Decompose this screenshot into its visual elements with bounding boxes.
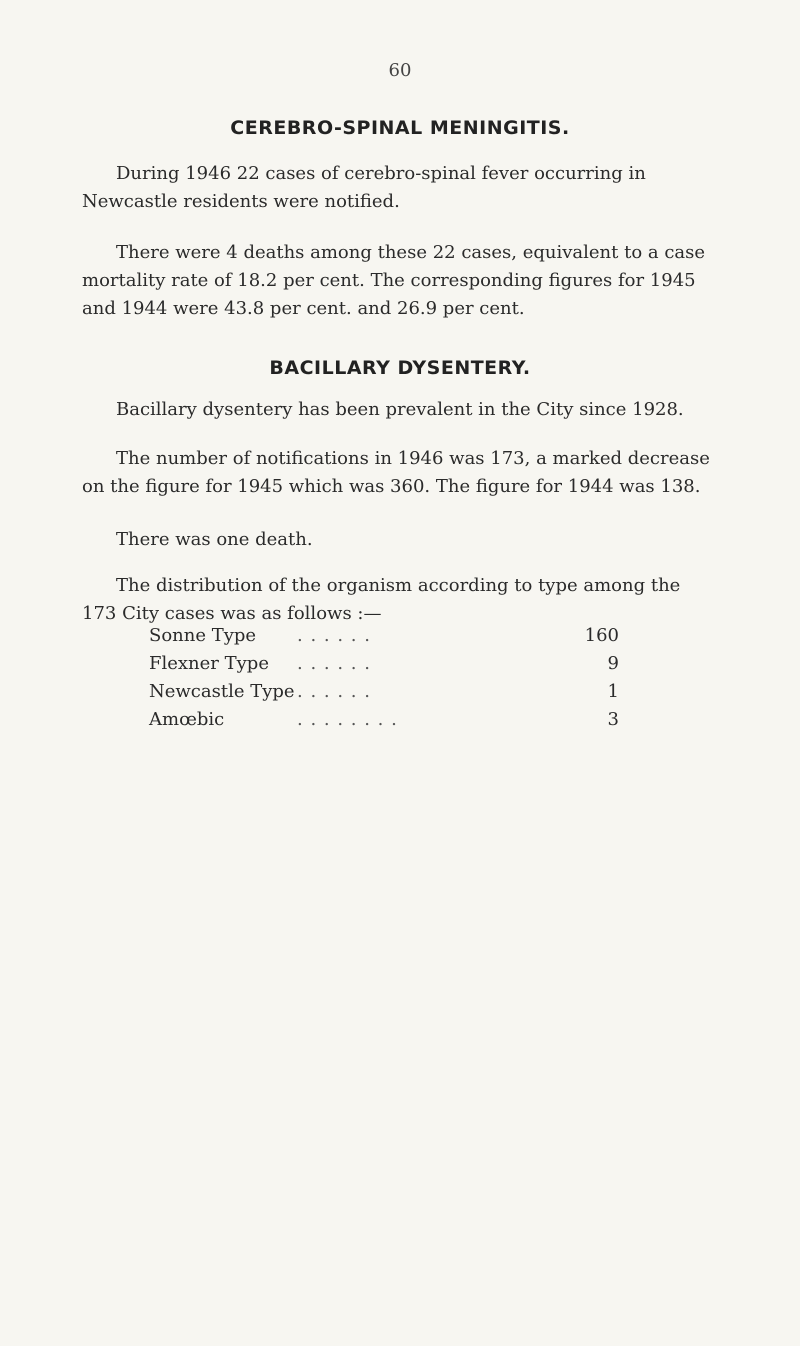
text-line: During 1946 22 cases of cerebro-spinal fever occurring in (116, 163, 646, 184)
type-count: 1 (607, 681, 619, 702)
type-name: Flexner Type (149, 653, 269, 674)
type-name: Newcastle Type (149, 681, 295, 702)
type-name: Amœbic (149, 709, 225, 730)
type-count: 160 (584, 625, 619, 646)
leader-dots: . . . . . . (297, 653, 371, 674)
dysentery-paragraph-4 (82, 572, 768, 628)
text-line: The number of notifications in 1946 was 173, a marked decrease (116, 448, 710, 469)
type-count: 9 (607, 653, 619, 674)
meningitis-paragraph-1 (82, 160, 768, 216)
text-line: mortality rate of 18.2 per cent. The corresponding figures for 1945 (82, 270, 696, 291)
type-count: 3 (607, 709, 619, 730)
meningitis-paragraph-2 (82, 239, 768, 323)
text-line: 173 City cases was as follows :— (82, 603, 382, 624)
leader-dots: . . . . . . (297, 625, 371, 646)
type-name: Sonne Type (149, 625, 257, 646)
table-row (149, 678, 619, 706)
organism-type-table (149, 622, 619, 734)
text-line: There were 4 deaths among these 22 cases, equivalent to a case (116, 242, 706, 263)
section-heading-dysentery: BACILLARY DYSENTERY. (269, 357, 531, 379)
text-line: The distribution of the organism according to type among the (116, 575, 681, 596)
table-row (149, 650, 619, 678)
text-line: Bacillary dysentery has been prevalent in the City since 1928. (116, 399, 684, 420)
leader-dots: . . . . . . . . (297, 709, 398, 730)
table-row (149, 706, 619, 734)
dysentery-paragraph-3 (82, 526, 768, 554)
section-heading-meningitis: CEREBRO-SPINAL MENINGITIS. (230, 117, 570, 139)
text-line: and 1944 were 43.8 per cent. and 26.9 per cent. (82, 298, 525, 319)
text-line: Newcastle residents were notified. (82, 191, 400, 212)
dysentery-paragraph-1 (82, 396, 768, 424)
table-row (149, 622, 619, 650)
dysentery-paragraph-2 (82, 445, 768, 501)
page-number: 60 (388, 60, 412, 81)
text-line: There was one death. (116, 529, 313, 550)
leader-dots: . . . . . . (297, 681, 371, 702)
text-line: on the figure for 1945 which was 360. The figure for 1944 was 138. (82, 476, 701, 497)
